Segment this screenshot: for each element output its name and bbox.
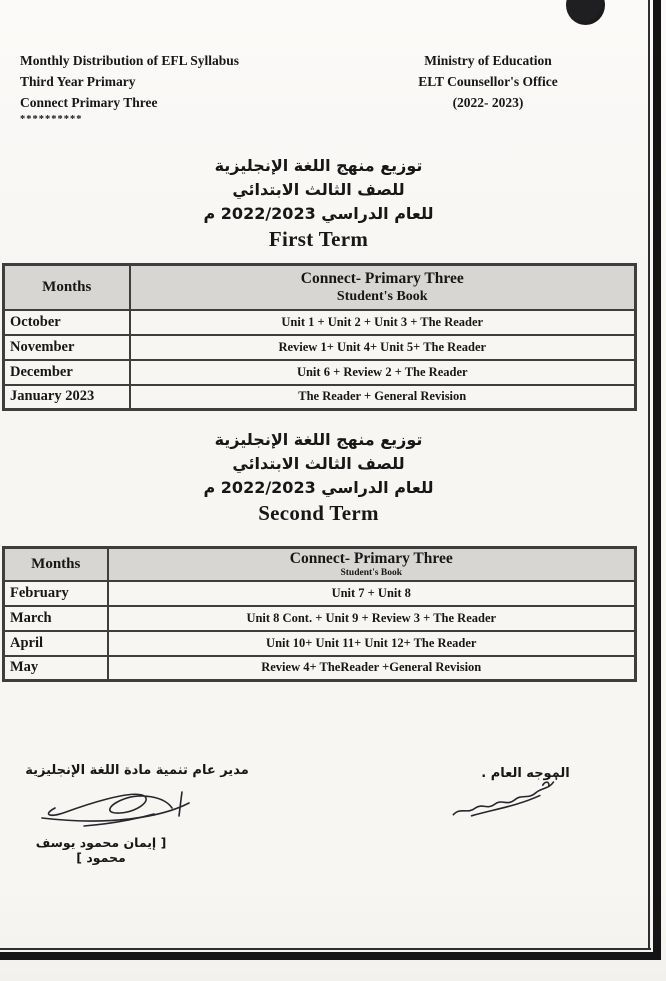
month-cell: October xyxy=(4,310,130,335)
supervisor-title: الموجه العام . xyxy=(481,766,570,781)
table-row xyxy=(4,581,636,606)
arabic-heading-line: للعام الدراسي 2022/2023 م xyxy=(203,478,434,497)
content-cell: Unit 8 Cont. + Unit 9 + Review 3 + The Reader xyxy=(108,606,636,631)
year-line: (2022- 2023) xyxy=(452,95,524,110)
arabic-heading-line: للصف الثالث الابتدائي xyxy=(232,180,405,199)
table-row xyxy=(4,360,636,385)
page-border-bottom-thick xyxy=(0,952,661,960)
doc-grade: Third Year Primary xyxy=(20,74,136,89)
content-cell: Review 1+ Unit 4+ Unit 5+ The Reader xyxy=(130,335,636,360)
book-header-line2: Student's Book xyxy=(340,568,402,579)
supervisor-signature-icon xyxy=(446,772,568,826)
arabic-heading-line: توزيع منهج اللغة الإنجليزية xyxy=(214,156,423,175)
content-cell: Unit 7 + Unit 8 xyxy=(108,581,636,606)
header-left-block xyxy=(20,50,239,125)
director-signature-icon xyxy=(32,785,204,839)
month-cell: May xyxy=(4,656,108,681)
content-cell: Review 4+ TheReader +General Revision xyxy=(108,656,636,681)
months-column-header: Months xyxy=(4,548,108,581)
month-cell: March xyxy=(4,606,108,631)
ministry-line: Ministry of Education xyxy=(424,53,552,68)
book-header-line2: Student's Book xyxy=(336,288,428,304)
arabic-heading-line: للصف الثالث الابتدائي xyxy=(232,454,405,473)
page-border-bottom-thin xyxy=(0,948,651,950)
month-cell: November xyxy=(4,335,130,360)
doc-book: Connect Primary Three xyxy=(20,95,158,110)
month-cell: April xyxy=(4,631,108,656)
page-border-right-thick xyxy=(653,0,661,960)
table-row xyxy=(4,656,636,681)
table-row xyxy=(4,631,636,656)
content-cell: Unit 10+ Unit 11+ Unit 12+ The Reader xyxy=(108,631,636,656)
director-name: [ إيمان محمود يوسف محمود ] xyxy=(35,835,167,865)
content-cell: Unit 6 + Review 2 + The Reader xyxy=(130,360,636,385)
book-column-header xyxy=(130,265,636,310)
months-column-header: Months xyxy=(4,265,130,310)
first-term-heading xyxy=(0,154,637,251)
second-term-heading xyxy=(0,428,637,525)
table-row xyxy=(4,335,636,360)
stars-divider: ********** xyxy=(20,114,83,125)
book-header-line1: Connect- Primary Three xyxy=(300,269,464,287)
table-row xyxy=(4,606,636,631)
punch-hole-ink-dot-icon xyxy=(566,0,605,25)
month-cell: January 2023 xyxy=(4,385,130,410)
page-border-right-thin xyxy=(648,0,650,950)
second-term-table xyxy=(2,546,637,682)
office-line: ELT Counsellor's Office xyxy=(418,74,558,89)
first-term-table xyxy=(2,263,637,411)
director-title: مدير عام تنمية مادة اللغة الإنجليزية xyxy=(25,763,249,778)
table-header-row xyxy=(4,548,636,581)
doc-title: Monthly Distribution of EFL Syllabus xyxy=(20,53,240,68)
table-row xyxy=(4,385,636,410)
arabic-heading-line: للعام الدراسي 2022/2023 م xyxy=(203,204,434,223)
table-row xyxy=(4,310,636,335)
content-cell: The Reader + General Revision xyxy=(130,385,636,410)
term-title: Second Term xyxy=(258,501,379,525)
header-right-block xyxy=(398,50,578,113)
term-title: First Term xyxy=(268,227,369,251)
content-cell: Unit 1 + Unit 2 + Unit 3 + The Reader xyxy=(130,310,636,335)
month-cell: February xyxy=(4,581,108,606)
book-column-header xyxy=(108,548,636,581)
month-cell: December xyxy=(4,360,130,385)
table-header-row xyxy=(4,265,636,310)
book-header-line1: Connect- Primary Three xyxy=(289,550,453,568)
arabic-heading-line: توزيع منهج اللغة الإنجليزية xyxy=(214,430,423,449)
